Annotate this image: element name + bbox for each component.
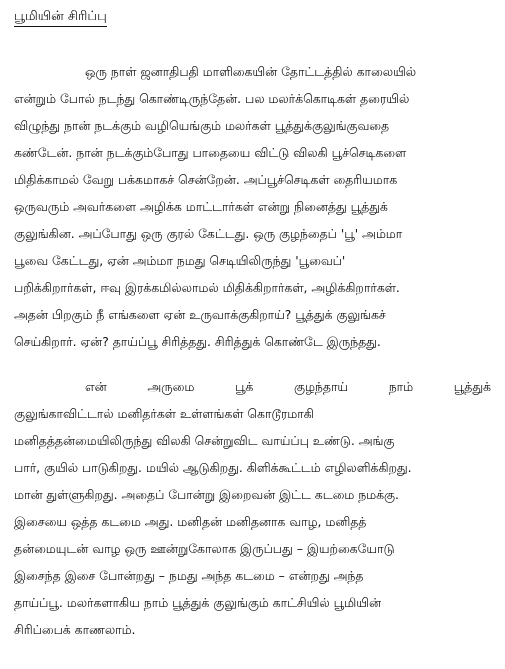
word: குழந்தாய் bbox=[294, 379, 349, 394]
text-line: செய்கிறார். ஏன்? தாய்ப்பூ சிரித்தது. சிரித்துக் கொண்டே இருந்தது. bbox=[14, 334, 381, 349]
text-line: இசைந்த இசை போன்றது – நமது அந்த கடமை – என்றது அந்த bbox=[14, 568, 364, 583]
text-line: ஒருவரும் அவர்களை அழிக்க மாட்டார்கள் என்று நினைத்து பூத்துக் bbox=[14, 199, 388, 214]
text-line: இசையை ஒத்த கடமை அது. மனிதன் மனிதனாக வாழ, மனிதத் bbox=[14, 514, 367, 529]
word: என் bbox=[85, 379, 107, 394]
word: பூத்துக் bbox=[453, 379, 491, 394]
text-line: குலுங்கின. அப்போது ஒரு குரல் கேட்டது. ஒரு குழந்தைப் 'பூ' அம்மா bbox=[14, 226, 403, 241]
text-line: மிதிக்காமல் வேறு பக்கமாகச் சென்றேன். அப்பூச்செடிகள் தைரியமாக bbox=[14, 172, 398, 187]
word: நாம் bbox=[388, 379, 414, 394]
text-line: விழுந்து நான் நடக்கும் வழியெங்கும் மலர்கள் பூத்துக்குலுங்குவதை bbox=[14, 118, 390, 133]
paragraph-1 bbox=[14, 58, 491, 355]
text-line-justified bbox=[14, 373, 491, 400]
word: பூக் bbox=[234, 379, 254, 394]
paragraph-2 bbox=[14, 373, 491, 643]
text-line: தன்மையுடன் வாழ ஒரு ஊன்றுகோலாக இருப்பது – இயற்கையோடு bbox=[14, 541, 395, 556]
text-line: பார், குயில் பாடுகிறது. மயில் ஆடுகிறது. கிளிக்கூட்டம் எழிலளிக்கிறது. bbox=[14, 460, 412, 475]
text-line: மான் துள்ளுகிறது. அதைப் போன்று இறைவன் இட்ட கடமை நமக்கு. bbox=[14, 487, 399, 502]
text-line: பூவை கேட்டது, ஏன் அம்மா நமது செடியிலிருந்து 'பூவைப்' bbox=[14, 253, 346, 268]
text-line: தாய்ப்பூ. மலர்களாகிய நாம் பூத்துக் குலுங்கும் காட்சியில் பூமியின் bbox=[14, 595, 381, 610]
text-line: ஒரு நாள் ஜனாதிபதி மாளிகையின் தோட்டத்தில் காலையில் bbox=[85, 64, 417, 79]
text-line: கண்டேன். நான் நடக்கும்போது பாதையை விட்டு விலகி பூச்செடிகளை bbox=[14, 145, 407, 160]
text-line: அதன் பிறகும் நீ எங்களை ஏன் உருவாக்குகிறாய்? பூத்துக் குலுங்கச் bbox=[14, 307, 386, 322]
document-title: பூமியின் சிரிப்பு bbox=[14, 9, 107, 27]
word: அருமை bbox=[147, 379, 195, 394]
text-line: மனிதத்தன்மையிலிருந்து விலகி சென்றுவிட வாய்ப்பு உண்டு. அங்கு bbox=[14, 433, 395, 448]
text-line: சிரிப்பைக் காணலாம். bbox=[14, 622, 136, 637]
text-line: என்றும் போல் நடந்து கொண்டிருந்தேன். பல மலர்க்கொடிகள் தரையில் bbox=[14, 91, 410, 106]
text-line: குலுங்காவிட்டால் மனிதர்கள் உள்ளங்கள் கொடூரமாகி bbox=[14, 406, 314, 421]
text-line: பறிக்கிறார்கள், ஈவு இரக்கமில்லாமல் மிதிக்கிறார்கள், அழிக்கிறார்கள். bbox=[14, 280, 400, 295]
